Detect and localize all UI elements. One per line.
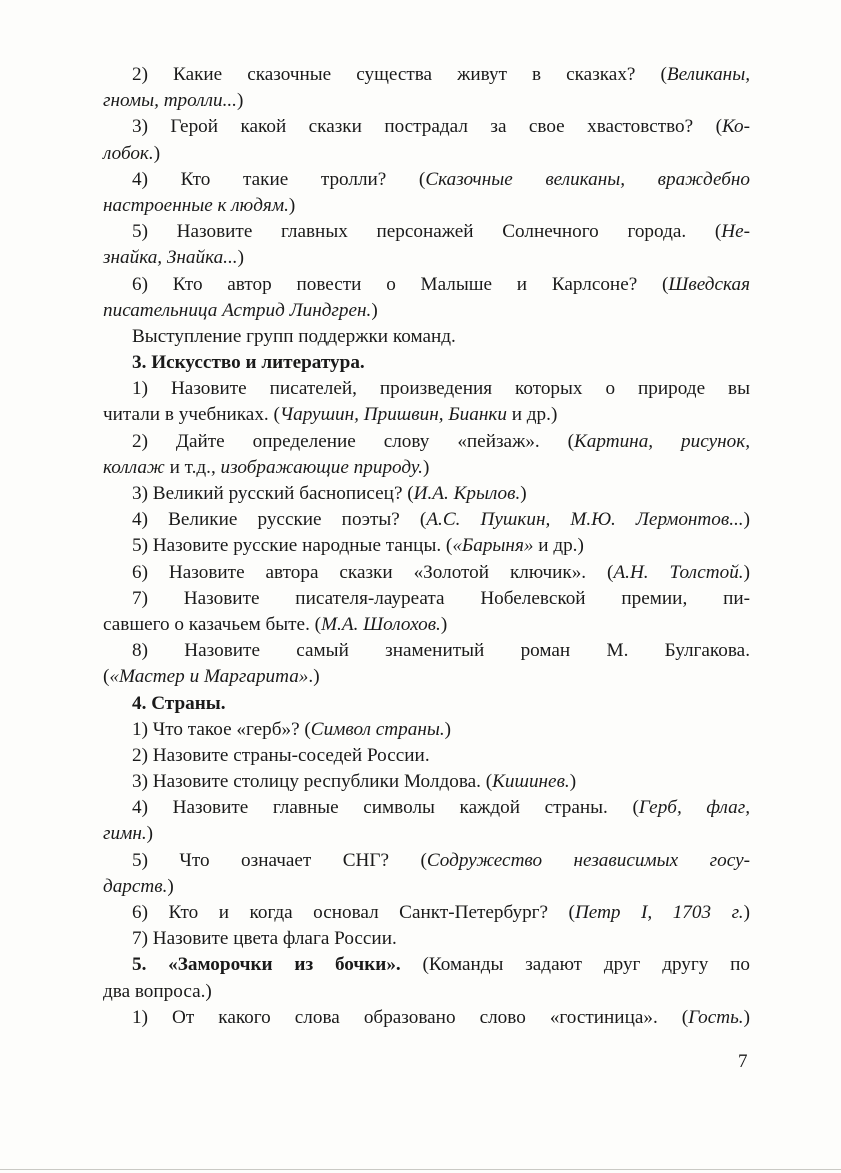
question-text: 3) Назовите столицу республики Молдова. ( (132, 771, 493, 793)
text-line (103, 795, 750, 821)
section-heading-text: 3. Искусство и литература. (132, 352, 365, 374)
question-text: 7) Назовите писателя-лауреата Нобелевской премии, пи- (132, 587, 750, 609)
text-line (103, 743, 750, 769)
text-line (103, 402, 750, 428)
question-text: 2) Назовите страны-соседей России. (132, 744, 430, 766)
question-text: 4) Великие русские поэты? ( (132, 509, 427, 531)
question-text: ( (103, 666, 110, 688)
page-edge-divider (0, 1169, 841, 1170)
text-line (103, 874, 750, 900)
text-line (103, 455, 750, 481)
question-text: ) (520, 483, 527, 504)
answer-text: «Мастер и Маргарита» (109, 666, 309, 688)
question-text: 2) Какие сказочные существа живут в сказках? ( (132, 64, 667, 85)
question-text: ) (422, 456, 430, 478)
text-line (103, 507, 750, 533)
text-line (103, 272, 750, 298)
question-text: (Команды задают друг другу по (400, 954, 751, 976)
answer-text: Кишинев. (492, 771, 570, 793)
section-heading-text: 4. Страны. (132, 692, 226, 714)
question-text: ) (743, 561, 750, 583)
answer-text: Герб, флаг, (638, 797, 750, 819)
text-line (103, 1005, 750, 1031)
answer-text: Символ страны. (310, 718, 445, 740)
page-text (103, 62, 750, 1031)
answer-text: Петр I, 1703 г. (574, 902, 744, 923)
answer-text: лобок. (103, 142, 154, 164)
text-line (103, 88, 750, 114)
question-text: ) (569, 771, 577, 793)
answer-text: гномы, тролли... (103, 90, 237, 112)
question-text: ) (237, 247, 244, 269)
text-line (103, 926, 750, 952)
question-text: ) (236, 90, 244, 112)
text-line (103, 376, 750, 402)
question-text: .) (308, 666, 320, 688)
question-text: ) (153, 142, 161, 164)
question-text: 1) Назовите писателей, произведения которых о природе вы (132, 378, 750, 400)
text-line (103, 219, 750, 245)
answer-text: Великаны, (666, 64, 750, 85)
question-text: 8) Назовите самый знаменитый роман М. Булгакова. (132, 640, 750, 662)
question-text: и др.) (506, 404, 558, 426)
question-text: 3) Герой какой сказки пострадал за свое хвастовство? ( (132, 116, 722, 138)
question-text: савшего о казачьем быте. ( (103, 613, 322, 635)
answer-text: М.А. Шолохов. (321, 613, 441, 635)
answer-text: А.Н. Толстой. (613, 561, 744, 583)
question-text: 4) Кто такие тролли? ( (132, 168, 426, 190)
question-text: и т.д., (164, 456, 221, 478)
section-heading-text: 5. «Заморочки из бочки». (132, 954, 401, 976)
text-line (103, 560, 750, 586)
question-text: ) (440, 613, 448, 635)
text-line (103, 350, 750, 376)
answer-text: знайка, Знайка... (103, 247, 238, 269)
text-line (103, 900, 750, 926)
answer-text: коллаж (103, 456, 165, 478)
text-line (103, 821, 750, 847)
text-line (103, 62, 750, 88)
question-text: 5) Что означает СНГ? ( (132, 849, 427, 871)
question-text: 5) Назовите русские народные танцы. ( (132, 535, 453, 557)
text-line (103, 979, 750, 1005)
question-text: ) (743, 509, 750, 531)
text-line (103, 245, 750, 271)
text-line (103, 612, 750, 638)
question-text: ) (146, 823, 154, 845)
question-text: читали в учебниках. ( (103, 404, 280, 426)
answer-text: И.А. Крылов. (413, 483, 521, 504)
question-text: Выступление групп поддержки команд. (132, 325, 456, 347)
question-text: ) (444, 718, 452, 740)
question-text: ) (167, 875, 174, 897)
question-text: 6) Назовите автора сказки «Золотой ключик». ( (132, 561, 614, 583)
answer-text: «Барыня» (452, 535, 534, 557)
answer-text: писательница Астрид Линдгрен. (103, 299, 372, 321)
question-text: 4) Назовите главные символы каждой страны. ( (132, 797, 639, 819)
question-text: 3) Великий русский баснописец? ( (132, 483, 414, 504)
question-text: ) (288, 194, 296, 216)
question-text: и др.) (533, 535, 584, 557)
answer-text: Картина, рисунок, (574, 430, 750, 452)
text-line (103, 481, 750, 507)
text-line (103, 952, 750, 978)
text-line (103, 193, 750, 219)
text-line (103, 664, 750, 690)
text-line (103, 298, 750, 324)
question-text: два вопроса.) (103, 980, 212, 1002)
answer-text: гимн. (103, 823, 147, 845)
answer-text: Чарушин, Пришвин, Бианки (279, 404, 507, 426)
question-text: 1) Что такое «герб»? ( (132, 718, 311, 740)
text-line (103, 114, 750, 140)
question-text: ) (743, 902, 750, 923)
text-line (103, 691, 750, 717)
text-line (103, 769, 750, 795)
text-line (103, 429, 750, 455)
question-text: 7) Назовите цвета флага России. (132, 928, 397, 950)
answer-text: Ко- (722, 116, 750, 138)
text-line (103, 717, 750, 743)
answer-text: А.С. Пушкин, М.Ю. Лермонтов... (426, 509, 744, 531)
question-text: 6) Кто автор повести о Малыше и Карлсоне? ( (132, 273, 669, 295)
text-line (103, 533, 750, 559)
question-text: 6) Кто и когда основал Санкт-Петербург? ( (132, 902, 575, 923)
text-line (103, 324, 750, 350)
answer-text: Не- (721, 221, 750, 243)
text-line (103, 167, 750, 193)
question-text: 2) Дайте определение слову «пейзаж». ( (132, 430, 575, 452)
question-text: ) (371, 299, 378, 321)
answer-text: настроенные к людям. (103, 194, 289, 216)
answer-text: Сказочные великаны, враждебно (425, 168, 750, 190)
question-text: 1) От какого слова образовано слово «гостиница». ( (132, 1006, 689, 1028)
answer-text: изображающие природу. (220, 456, 423, 478)
answer-text: Шведская (668, 273, 750, 295)
question-text: 5) Назовите главных персонажей Солнечного города. ( (132, 221, 722, 243)
answer-text: дарств. (103, 875, 168, 897)
page-number: 7 (738, 1051, 748, 1072)
text-line (103, 638, 750, 664)
text-line (103, 586, 750, 612)
text-line (103, 848, 750, 874)
answer-text: Содружество независимых госу- (426, 849, 750, 871)
text-line (103, 141, 750, 167)
question-text: ) (743, 1006, 750, 1028)
answer-text: Гость. (688, 1006, 744, 1028)
